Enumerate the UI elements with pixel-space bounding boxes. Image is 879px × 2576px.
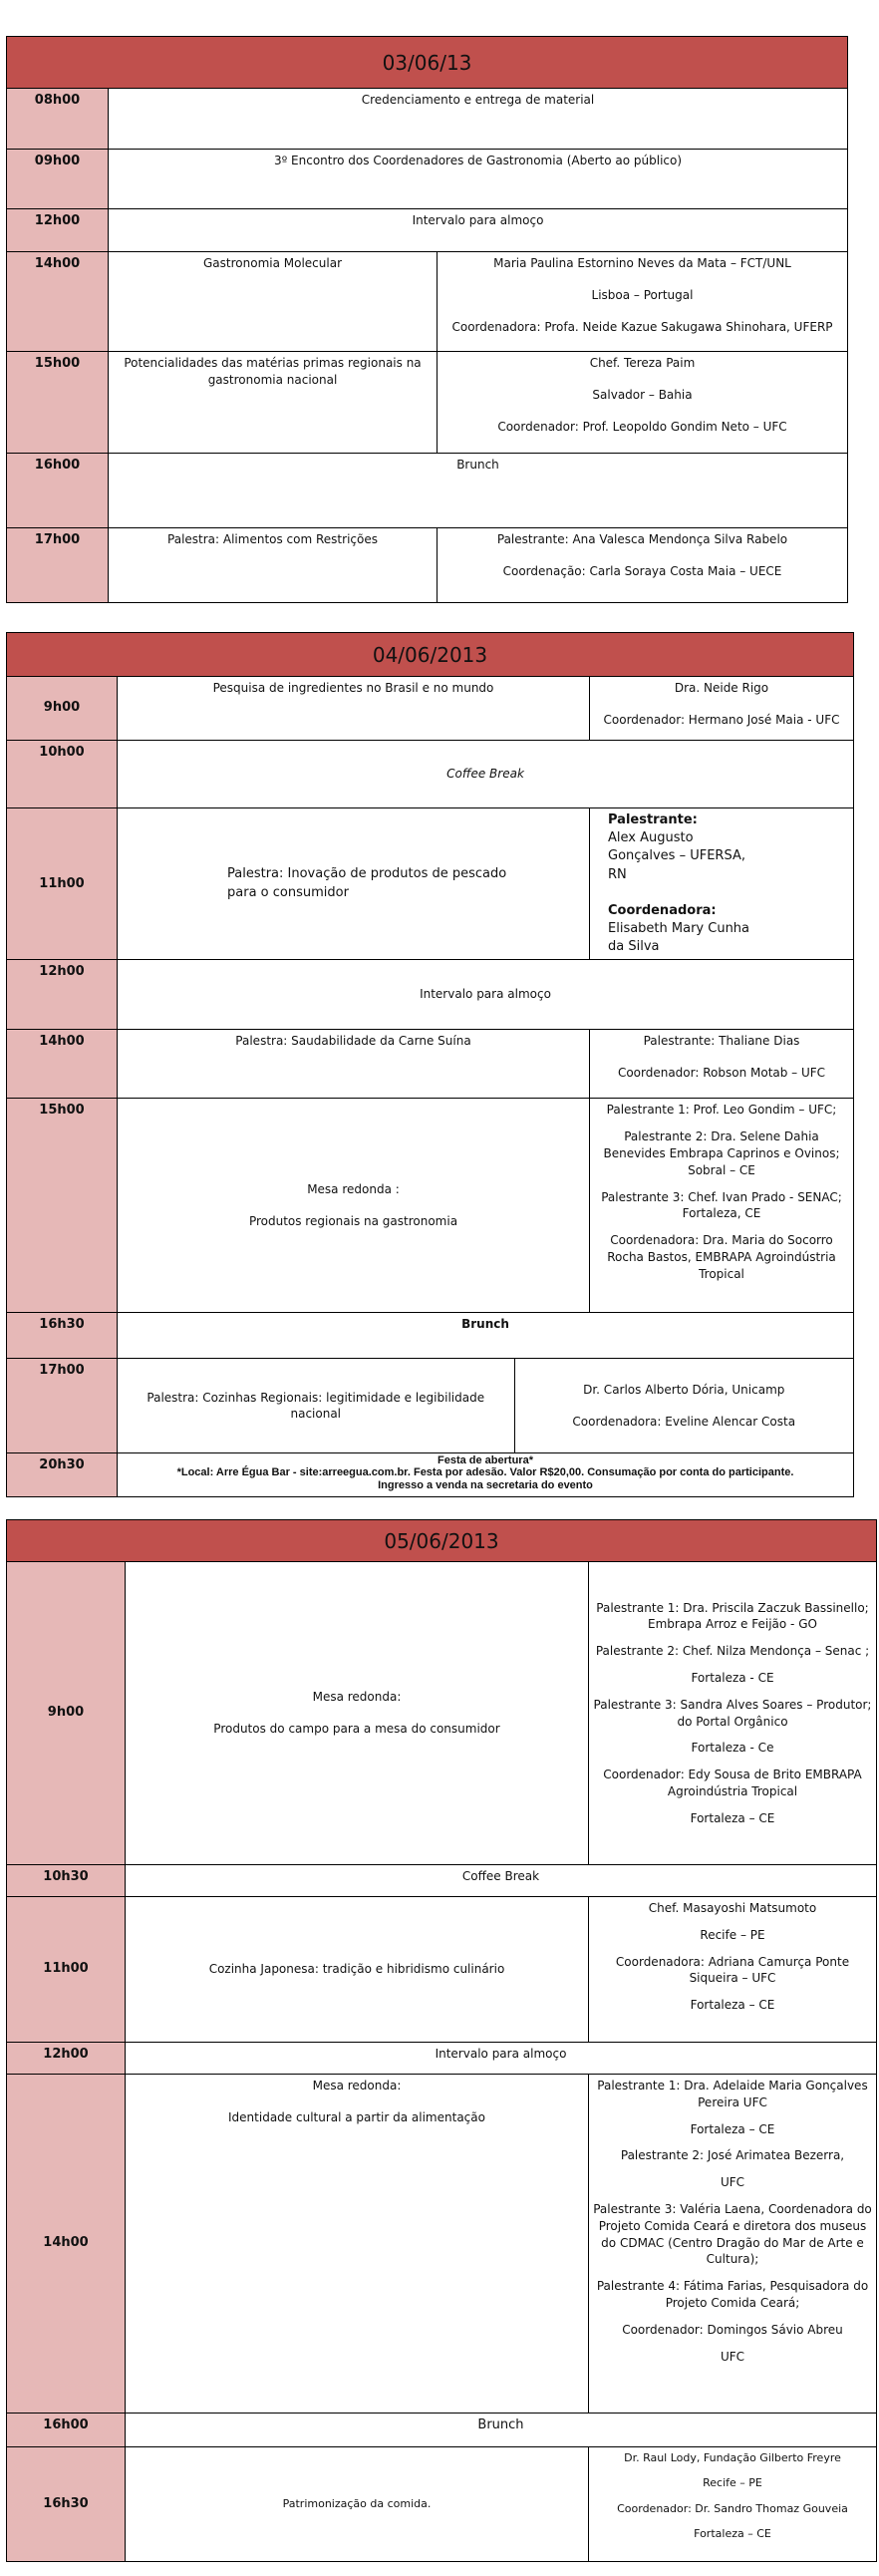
speaker-line: Coordenadora: Adriana Camurça Ponte Siqueira – UFC — [615, 1954, 850, 1986]
speaker-line: Fortaleza – CE — [690, 1998, 775, 2013]
activity-cell — [118, 1453, 854, 1497]
speaker-line: Dr. Carlos Alberto Dória, Unicamp — [583, 1383, 785, 1398]
speaker-line: Fortaleza - CE — [691, 1670, 774, 1685]
speaker-line: Coordenadora: Eveline Alencar Costa — [572, 1414, 796, 1429]
time-cell: 17h00 — [7, 1359, 118, 1453]
activity-cell: Palestra: Cozinhas Regionais: legitimidade e legibilidade nacional — [118, 1359, 514, 1452]
speaker-cell — [438, 352, 848, 454]
speaker-cell — [514, 1359, 853, 1452]
time-cell: 12h00 — [7, 960, 118, 1030]
speaker-cell — [589, 1897, 877, 2043]
time-cell: 15h00 — [7, 1099, 118, 1313]
speaker-line: Coordenador: Domingos Sávio Abreu — [622, 2322, 843, 2337]
activity-cell — [118, 1099, 590, 1313]
time-cell: 14h00 — [7, 252, 109, 352]
speaker-line: Coordenador: Edy Sousa de Brito EMBRAPA Agroindústria Tropical — [603, 1768, 862, 1798]
schedule-day-1 — [6, 36, 848, 603]
coordinator-label: Coordenadora: — [608, 902, 717, 918]
speaker-line: Palestrante 1: Dra. Priscila Zaczuk Bassinello; Embrapa Arroz e Feijão - GO — [596, 1600, 869, 1632]
speaker-line: Recife – PE — [700, 1927, 765, 1942]
speaker-line: Fortaleza – CE — [690, 2121, 775, 2136]
activity-cell: Brunch — [109, 454, 848, 528]
activity-cell: Brunch — [126, 2414, 877, 2447]
time-cell: 12h00 — [7, 2043, 126, 2075]
time-cell: 16h30 — [7, 1313, 118, 1359]
event-note: Ingresso a venda na secretaria do evento — [378, 1478, 593, 1491]
schedule-day-2 — [6, 632, 854, 1497]
time-cell: 12h00 — [7, 209, 109, 252]
day-1-title: 03/06/13 — [7, 37, 848, 89]
speaker-line: Palestrante 4: Fátima Farias, Pesquisadora do Projeto Comida Ceará; — [596, 2279, 869, 2310]
time-cell: 16h00 — [7, 454, 109, 528]
time-cell: 09h00 — [7, 150, 109, 209]
time-cell: 16h30 — [7, 2447, 126, 2562]
split-row — [118, 1359, 853, 1452]
speaker-cell — [590, 1099, 854, 1313]
speaker-line: Coordenadora: Profa. Neide Kazue Sakugawa Shinohara, UFERP — [451, 319, 833, 334]
activity-cell: Intervalo para almoço — [126, 2043, 877, 2075]
activity-cell: Pesquisa de ingredientes no Brasil e no mundo — [118, 677, 590, 741]
speaker-line: Palestrante 3: Chef. Ivan Prado - SENAC; Fortaleza, CE — [601, 1189, 842, 1221]
activity-line: Produtos regionais na gastronomia — [248, 1213, 458, 1228]
speaker-line: Coordenador: Robson Motab – UFC — [617, 1066, 826, 1081]
speaker-line: Fortaleza – CE — [694, 2527, 771, 2541]
activity-cell: Potencialidades das matérias primas regionais na gastronomia nacional — [109, 352, 438, 454]
speaker-label: Palestrante: — [608, 812, 698, 827]
time-cell: 9h00 — [7, 677, 118, 741]
activity-cell: Coffee Break — [126, 1865, 877, 1897]
activity-cell: Intervalo para almoço — [118, 960, 854, 1030]
speaker-line: Salvador – Bahia — [592, 387, 693, 402]
activity-cell: Brunch — [118, 1313, 854, 1359]
speaker-name: Alex Augusto Gonçalves – UFERSA, RN — [608, 830, 745, 882]
time-cell: 15h00 — [7, 352, 109, 454]
activity-cell — [126, 2075, 589, 2414]
event-note: *Local: Arre Égua Bar - site:arreegua.com.br. Festa por adesão. Valor R$20,00. Consumação por conta do participante. — [176, 1466, 794, 1479]
speaker-cell — [589, 2447, 877, 2562]
speaker-line: Fortaleza – CE — [690, 1810, 775, 1825]
speaker-cell — [590, 1030, 854, 1099]
activity-line: Mesa redonda : — [307, 1182, 400, 1197]
coordinator-name: Elisabeth Mary Cunha da Silva — [608, 920, 750, 955]
time-cell: 08h00 — [7, 89, 109, 150]
speaker-cell — [438, 252, 848, 352]
speaker-line: Palestrante: Thaliane Dias — [643, 1034, 800, 1049]
speaker-line: Palestrante 2: Dra. Selene Dahia Benevides Embrapa Caprinos e Ovinos; Sobral – CE — [603, 1129, 840, 1177]
activity-cell: Gastronomia Molecular — [109, 252, 438, 352]
speaker-cell — [590, 677, 854, 741]
activity-cell: Credenciamento e entrega de material — [109, 89, 848, 150]
speaker-line: Fortaleza - Ce — [691, 1741, 774, 1756]
speaker-line: Dr. Raul Lody, Fundação Gilberto Freyre — [624, 2451, 841, 2464]
activity-line: Identidade cultural a partir da alimentação — [228, 2109, 485, 2124]
event-title: Festa de abertura* — [438, 1454, 533, 1467]
day-2-title: 04/06/2013 — [7, 633, 854, 677]
speaker-line: Maria Paulina Estornino Neves da Mata – FCT/UNL — [493, 256, 791, 270]
speaker-cell — [589, 1562, 877, 1865]
speaker-line: Dra. Neide Rigo — [674, 681, 769, 695]
speaker-line: UFC — [720, 2349, 745, 2364]
activity-cell: Palestra: Saudabilidade da Carne Suína — [118, 1030, 590, 1099]
activity-cell: Coffee Break — [118, 741, 854, 808]
schedule-day-3 — [6, 1519, 877, 2562]
time-cell: 14h00 — [7, 2075, 126, 2414]
speaker-cell — [589, 2075, 877, 2414]
speaker-line: Coordenadora: Dra. Maria do Socorro Rocha Bastos, EMBRAPA Agroindústria Tropical — [607, 1233, 836, 1281]
speaker-line: Coordenação: Carla Soraya Costa Maia – UECE — [502, 563, 782, 578]
speaker-line: Coordenador: Dr. Sandro Thomaz Gouveia — [617, 2501, 848, 2515]
activity-split-cell — [118, 1359, 854, 1453]
time-cell: 16h00 — [7, 2414, 126, 2447]
time-cell: 20h30 — [7, 1453, 118, 1497]
speaker-line: Coordenador: Prof. Leopoldo Gondim Neto – UFC — [497, 419, 787, 434]
activity-cell: Palestra: Alimentos com Restrições — [109, 528, 438, 603]
activity-line: Mesa redonda: — [312, 1690, 402, 1705]
time-cell: 9h00 — [7, 1562, 126, 1865]
speaker-line: Palestrante 1: Dra. Adelaide Maria Gonçalves Pereira UFC — [597, 2079, 868, 2109]
speaker-line: UFC — [720, 2175, 745, 2190]
speaker-line: Palestrante: Ana Valesca Mendonça Silva Rabelo — [496, 532, 788, 546]
activity-cell: Cozinha Japonesa: tradição e hibridismo culinário — [126, 1897, 589, 2043]
speaker-line: Palestrante 3: Sandra Alves Soares – Produtor; do Portal Orgânico — [593, 1697, 872, 1729]
activity-cell: 3º Encontro dos Coordenadores de Gastronomia (Aberto ao público) — [109, 150, 848, 209]
activity-cell: Palestra: Inovação de produtos de pescado para o consumidor — [118, 808, 590, 960]
speaker-cell — [438, 528, 848, 603]
time-cell: 11h00 — [7, 1897, 126, 2043]
speaker-line: Coordenador: Hermano José Maia - UFC — [603, 712, 840, 727]
time-cell: 14h00 — [7, 1030, 118, 1099]
activity-line: Produtos do campo para a mesa do consumidor — [213, 1722, 500, 1736]
time-cell: 10h30 — [7, 1865, 126, 1897]
speaker-line: Chef. Masayoshi Matsumoto — [648, 1901, 817, 1915]
speaker-line: Palestrante 3: Valéria Laena, Coordenadora do Projeto Comida Ceará e diretora dos museus do CDMAC (Centro Dragão do Mar de Arte e Cultura); — [593, 2201, 872, 2267]
speaker-cell — [590, 808, 854, 960]
speaker-line: Palestrante 2: Chef. Nilza Mendonça – Senac ; — [595, 1644, 870, 1659]
activity-line: Mesa redonda: — [312, 2079, 402, 2093]
speaker-line: Chef. Tereza Paim — [589, 356, 696, 370]
activity-cell: Patrimonização da comida. — [126, 2447, 589, 2562]
speaker-line: Recife – PE — [703, 2476, 762, 2490]
day-3-title: 05/06/2013 — [7, 1520, 877, 1562]
speaker-line: Palestrante 2: José Arimatea Bezerra, — [620, 2148, 845, 2163]
time-cell: 10h00 — [7, 741, 118, 808]
activity-cell: Intervalo para almoço — [109, 209, 848, 252]
time-cell: 17h00 — [7, 528, 109, 603]
activity-cell — [126, 1562, 589, 1865]
time-cell: 11h00 — [7, 808, 118, 960]
speaker-line: Lisboa – Portugal — [591, 287, 694, 302]
speaker-line: Palestrante 1: Prof. Leo Gondim – UFC; — [606, 1103, 837, 1118]
